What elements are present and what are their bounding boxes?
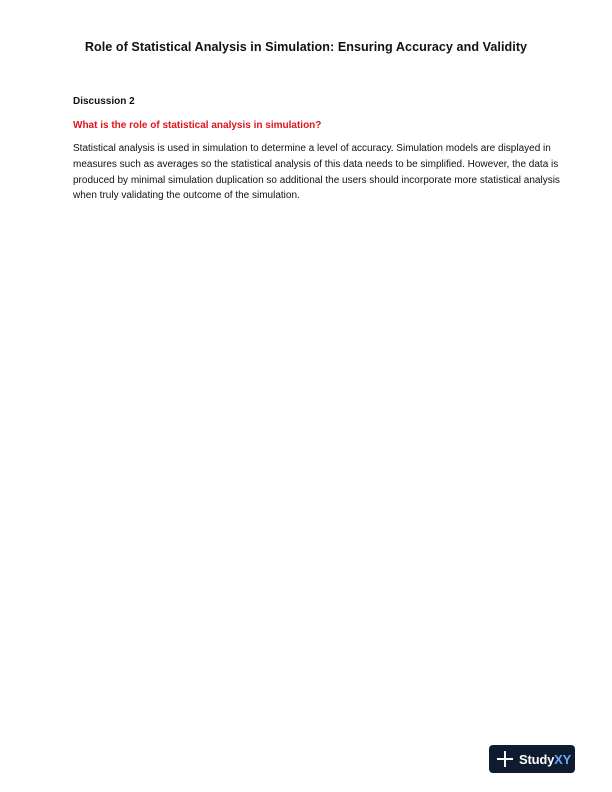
logo-text bbox=[519, 752, 571, 767]
answer-paragraph: Statistical analysis is used in simulation to determine a level of accuracy. Simulation models are displayed in measures such as averages so the statistical analysis of this data needs to be simplified. However, the data is produced by minimal simulation duplication so additional the users should incorporate more statistical analysis when truly validating the outcome of the simulation. bbox=[73, 143, 560, 202]
question-heading: What is the role of statistical analysis in simulation? bbox=[73, 120, 322, 131]
section-heading: Discussion 2 bbox=[73, 96, 135, 107]
plus-icon bbox=[497, 751, 513, 767]
studyxy-logo[interactable] bbox=[489, 745, 575, 773]
logo-text-main: Study bbox=[519, 751, 555, 767]
logo-text-accent: XY bbox=[554, 751, 572, 767]
document-title: Role of Statistical Analysis in Simulation: Ensuring Accuracy and Validity bbox=[84, 40, 528, 54]
